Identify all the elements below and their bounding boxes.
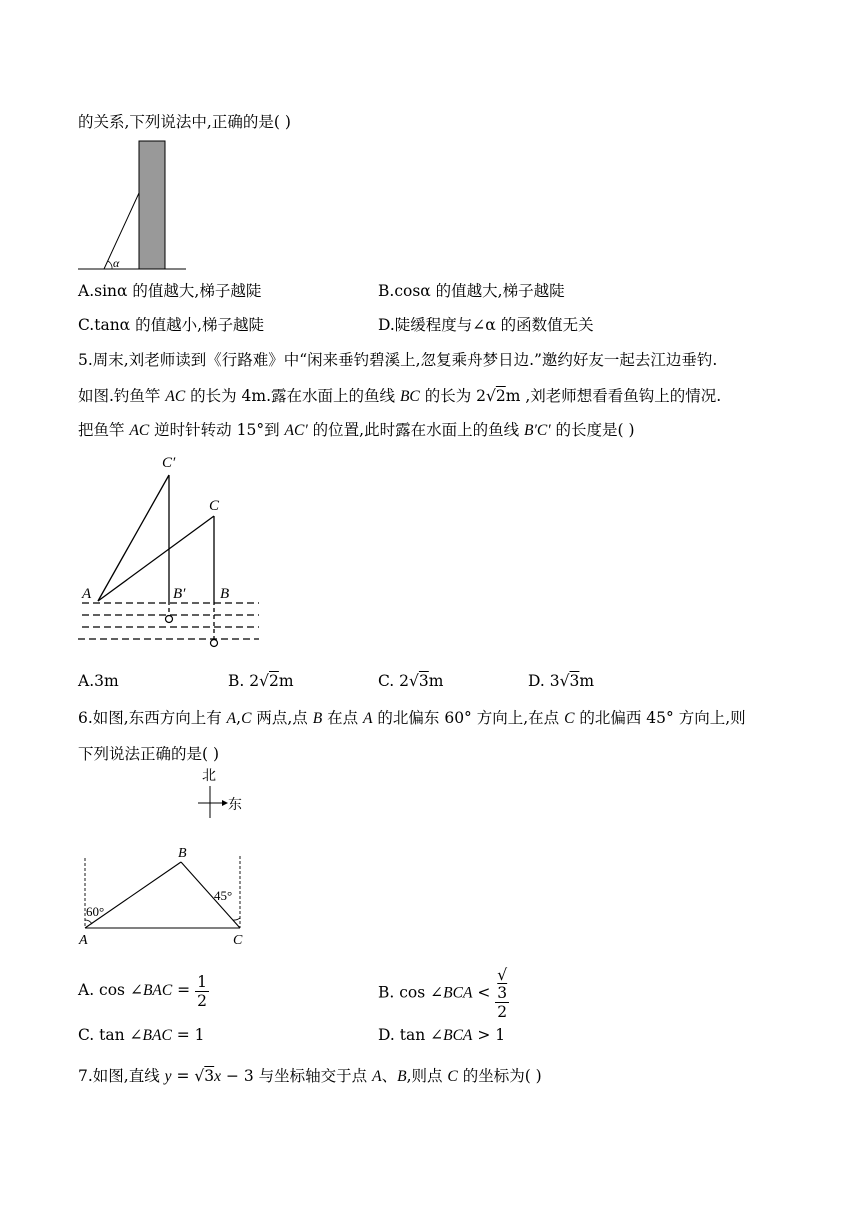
q5-option-a[interactable]: A.3m [78,672,119,690]
q6-label-b: B [178,846,187,861]
q5-rod-ac-prime [98,475,169,601]
q6-angle-c-label: 45° [214,888,233,903]
q4-stem: 的关系,下列说法中,正确的是( ) [78,113,291,131]
q4-option-b[interactable]: B.cosα 的值越大,梯子越陡 [378,282,565,300]
q4-alpha-label: α [113,256,120,270]
q5-label-c-prime: C′ [162,455,176,471]
q4-option-d[interactable]: D.陡缓程度与∠α 的函数值无关 [378,316,594,334]
q5-line3: 把鱼竿 AC 逆时针转动 15°到 AC′ 的位置,此时露在水面上的鱼线 B′C′ 的长度是( ) [78,421,635,439]
compass-east-label: 东 [228,798,242,813]
q4-ladder-figure [74,138,189,272]
q6-line2: 下列说法正确的是( ) [78,745,220,763]
q6-compass [190,766,250,822]
q4-wall [139,141,165,269]
q5-fishing-figure [76,452,266,652]
q6-option-d[interactable]: D. tan ∠BCA > 1 [378,1026,506,1044]
q6-label-c: C [233,933,243,948]
q5-rod-ac [98,516,214,601]
q6-line1: 6.如图,东西方向上有 A,C 两点,点 B 在点 A 的北偏东 60° 方向上,在点 C 的北偏西 45° 方向上,则 [78,709,746,727]
q6-option-c[interactable]: C. tan ∠BAC = 1 [78,1026,205,1044]
q5-hook-b-prime [166,616,173,623]
q7-stem: 7.如图,直线 y = √3x − 3 与坐标轴交于点 A、B,则点 C 的坐标为( ) [78,1067,542,1085]
q6-triangle-figure [76,842,256,952]
q5-label-a: A [82,586,92,602]
q4-option-a[interactable]: A.sinα 的值越大,梯子越陡 [78,282,262,300]
q5-label-b-prime: B′ [173,586,186,602]
q5-label-c: C [209,498,220,514]
q5-option-d[interactable]: D. 3√3m [528,672,595,690]
q5-label-b: B [220,586,230,602]
q5-option-c[interactable]: C. 2√3m [378,672,444,690]
q5-option-b[interactable]: B. 2√2m [228,672,294,690]
q5-line1: 5.周末,刘老师读到《行路难》中“闲来垂钓碧溪上,忽复乘舟梦日边.”邀约好友一起去江边垂钓. [78,351,718,369]
q6-option-b[interactable]: B. cos ∠BCA < √ 3 2 [378,966,508,1021]
q5-hook-b [211,640,218,647]
compass-north-label: 北 [202,769,216,784]
q5-line2: 如图.钓鱼竿 AC 的长为 4m.露在水面上的鱼线 BC 的长为 2√2m ,刘老师想看看鱼钩上的情况. [78,387,722,405]
q4-angle-arc [108,261,112,269]
q6-label-a: A [79,933,88,948]
q4-option-c[interactable]: C.tanα 的值越小,梯子越陡 [78,316,265,334]
q6-angle-a-label: 60° [86,904,105,919]
q6-option-a[interactable]: A. cos ∠BAC = $\frac{1}{2}$ [78,972,207,1010]
q4-ladder [104,193,139,269]
